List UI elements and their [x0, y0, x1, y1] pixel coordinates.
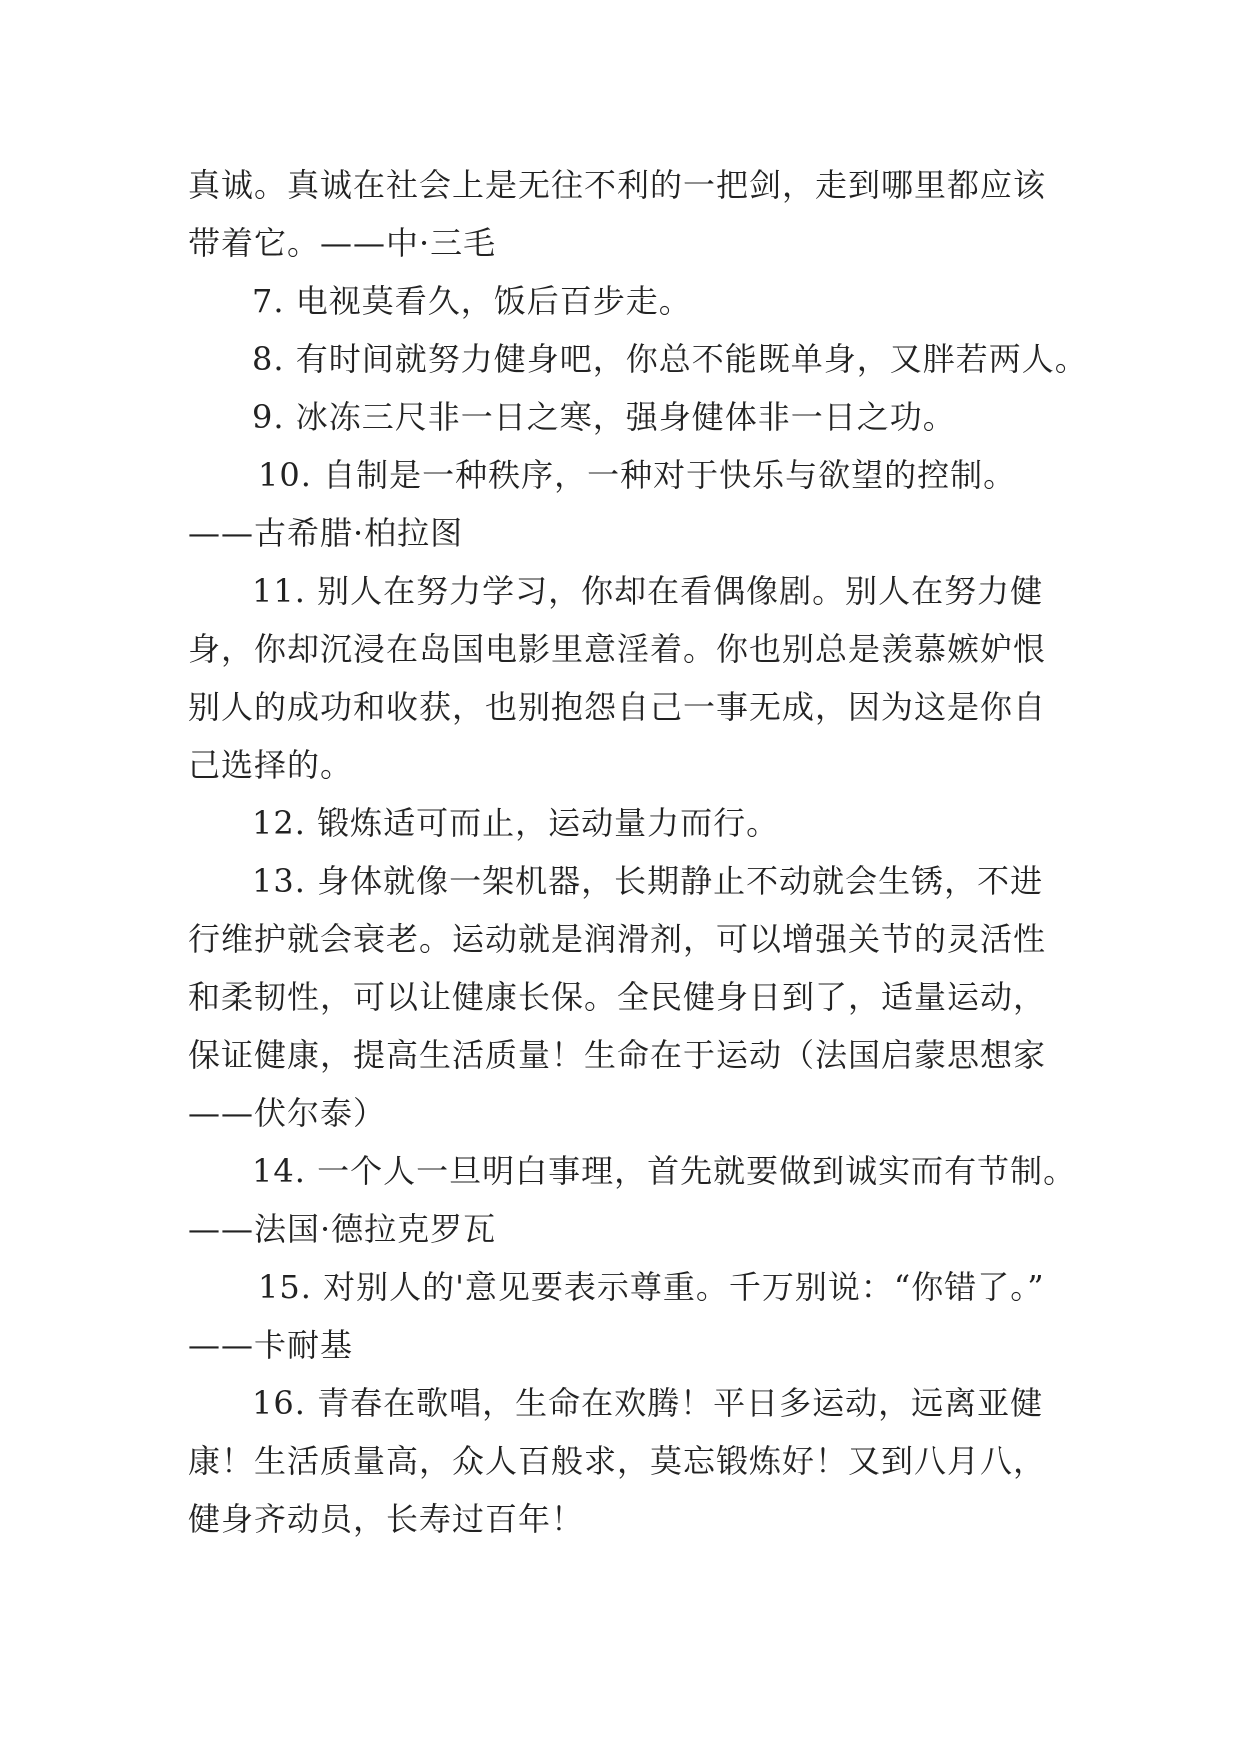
text-line: 11. 别人在努力学习，你却在看偶像剧。别人在努力健 [252, 572, 1044, 610]
text-line: 身，你却沉浸在岛国电影里意淫着。你也别总是羡慕嫉妒恨 [188, 630, 1047, 668]
text-line: 15. 对别人的'意见要表示尊重。千万别说：“你错了。” [258, 1268, 1045, 1306]
text-line: 10. 自制是一种秩序，一种对于快乐与欲望的控制。 [258, 456, 1017, 494]
text-line: ——法国·德拉克罗瓦 [188, 1210, 497, 1248]
text-line: 别人的成功和收获，也别抱怨自己一事无成，因为这是你自 [188, 688, 1047, 726]
text-line: 9. 冰冻三尺非一日之寒，强身健体非一日之功。 [252, 398, 956, 436]
text-line: ——卡耐基 [188, 1326, 354, 1364]
text-line: 8. 有时间就努力健身吧，你总不能既单身，又胖若两人。 [252, 340, 1088, 378]
text-line: ——古希腊·柏拉图 [188, 514, 464, 552]
text-line: 16. 青春在歌唱，生命在欢腾！平日多运动，远离亚健 [252, 1384, 1044, 1422]
text-line: 真诚。真诚在社会上是无往不利的一把剑，走到哪里都应该 [188, 166, 1047, 204]
text-line: 保证健康，提高生活质量！生命在于运动（法国启蒙思想家 [188, 1036, 1047, 1074]
text-line: 己选择的。 [188, 746, 354, 784]
text-line: 13. 身体就像一架机器，长期静止不动就会生锈，不进 [252, 862, 1044, 900]
text-line: 行维护就会衰老。运动就是润滑剂，可以增强关节的灵活性 [188, 920, 1047, 958]
text-line: 康！生活质量高，众人百般求，莫忘锻炼好！又到八月八， [188, 1442, 1047, 1480]
text-line: 14. 一个人一旦明白事理，首先就要做到诚实而有节制。 [252, 1152, 1077, 1190]
text-line: 7. 电视莫看久，饭后百步走。 [252, 282, 692, 320]
document-body [188, 156, 1088, 1548]
text-line: 健身齐动员，长寿过百年！ [188, 1500, 585, 1538]
text-line: 和柔韧性，可以让健康长保。全民健身日到了，适量运动， [188, 978, 1047, 1016]
text-line: 12. 锻炼适可而止，运动量力而行。 [252, 804, 780, 842]
text-line: 带着它。——中·三毛 [188, 224, 497, 262]
text-line: ——伏尔泰） [188, 1094, 387, 1132]
